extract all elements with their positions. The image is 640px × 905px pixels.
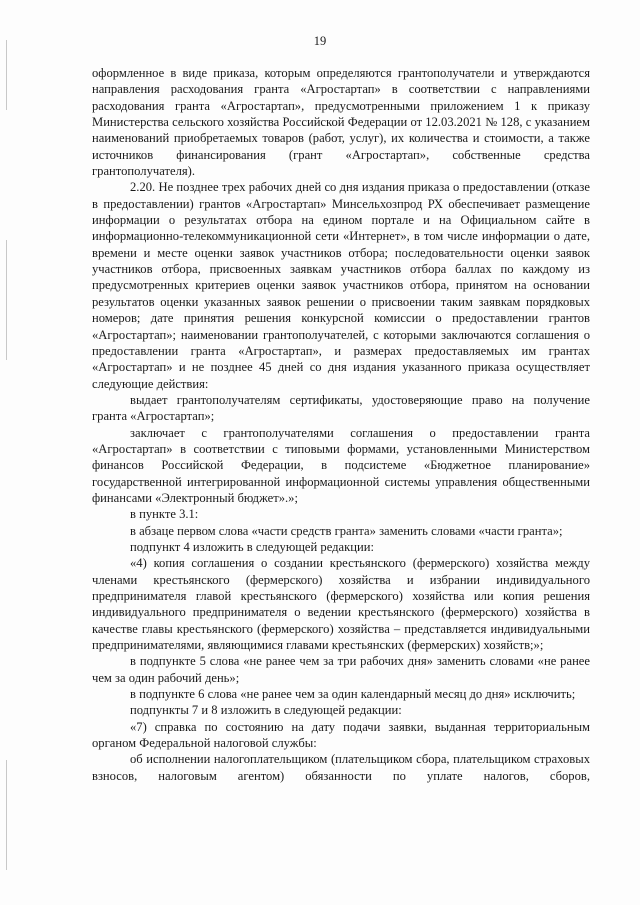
paragraph: выдает грантополучателям сертификаты, удостоверяющие право на получение гранта «Агростартап»; — [92, 392, 590, 424]
paragraph: оформленное в виде приказа, которым определяются грантополучатели и утверждаются направления расходования гранта «Агростартап» в соответствии с направлениями расходования гранта «Агростартап», предусмотренными приложением 1 к приказу Министерства сельского хозяйства Российской Федерации от 12.03.2021 № 128, с указанием наименований приобретаемых товаров (работ, услуг), их количества и стоимости, а также источников финансирования (грант «Агростартап», собственные средства грантополучателя). — [92, 66, 590, 179]
scan-margin-mark — [6, 760, 7, 870]
scan-margin-mark — [6, 40, 7, 110]
paragraph: подпункт 4 изложить в следующей редакции: — [130, 539, 374, 554]
paragraph: «4) копия соглашения о создании крестьянского (фермерского) хозяйства между членами крестьянского (фермерского) хозяйства и избрании индивидуального предпринимателя главой крестьянского (фермерского) хозяйства или копия решения индивидуального предпринимателя о ведении крестьянского (фермерского) хозяйства в качестве главы крестьянского (фермерского) хозяйства – представляется индивидуальными предпринимателями, являющимися главами крестьянских (фермерских) хозяйств;»; — [92, 556, 590, 653]
document-body — [92, 65, 590, 784]
paragraph: заключает с грантополучателями соглашения о предоставлении гранта «Агростартап» в соответствии с типовыми формами, установленными Министерством финансов Российской Федерации, в подсистеме «Бюджетное планирование» государственной интегрированной информационной системы управления общественными финансами «Электронный бюджет».»; — [92, 425, 590, 505]
paragraph: в абзаце первом слова «части средств гранта» заменить словами «части гранта»; — [130, 523, 563, 538]
paragraph: об исполнении налогоплательщиком (плательщиком сбора, плательщиком страховых взносов, налоговым агентом) обязанности по уплате налогов, сборов, — [92, 752, 590, 783]
paragraph: в подпункте 6 слова «не ранее чем за один календарный месяц до дня» исключить; — [130, 687, 576, 702]
paragraph: в пункте 3.1: — [130, 507, 199, 522]
page-number: 19 — [313, 34, 327, 48]
paragraph: 2.20. Не позднее трех рабочих дней со дня издания приказа о предоставлении (отказе в предоставлении) грантов «Агростартап» Минсельхозпрод РХ обеспечивает размещение информации о результатах отбора на едином портале и на Официальном сайте в информационно-телекоммуникационной сети «Интернет», в том числе информации о дате, времени и месте оценки заявок участников отбора; последовательности оценки заявок участников отбора, присвоенных заявкам участников отбора баллах по каждому из предусмотренных критериев оценки заявок участников отбора, принятом на основании результатов оценки указанных заявок решении о присвоении таким заявкам порядковых номеров; дате принятия решения конкурсной комиссии о предоставлении грантов «Агростартап»; наименовании грантополучателей, с которыми заключаются соглашения о предоставлении гранта «Агростартап», и размерах предоставляемых им грантах «Агростартап» и не позднее 45 дней со дня издания указанного приказа осуществляет следующие действия: — [92, 180, 590, 391]
paragraph: «7) справка по состоянию на дату подачи заявки, выданная территориальным органом Федеральной налоговой службы: — [92, 719, 590, 751]
paragraph: в подпункте 5 слова «не ранее чем за три рабочих дня» заменить словами «не ранее чем за один рабочий день»; — [92, 654, 590, 685]
scan-margin-mark — [6, 240, 7, 360]
paragraph: подпункты 7 и 8 изложить в следующей редакции: — [130, 703, 402, 718]
